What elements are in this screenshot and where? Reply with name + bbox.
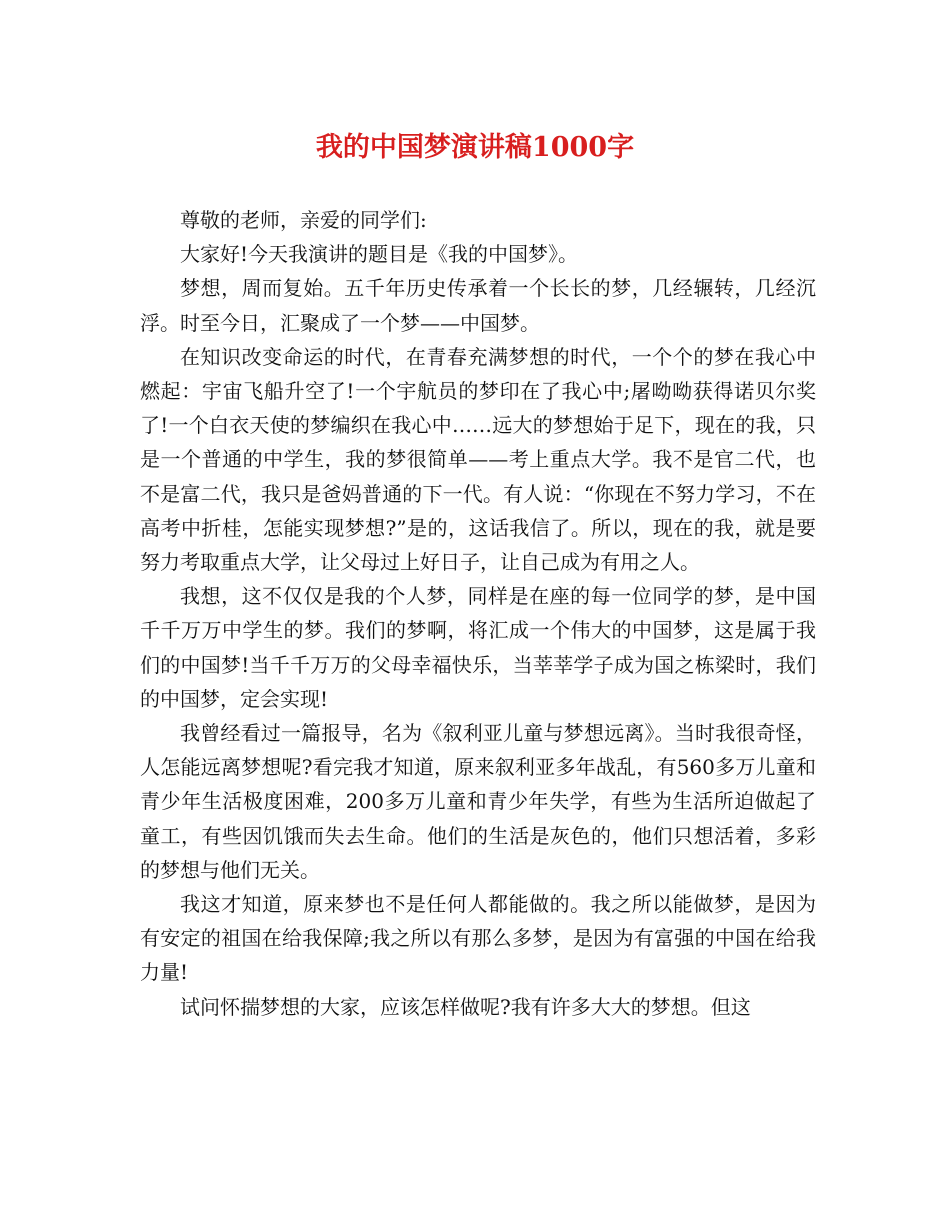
paragraph: 我这才知道，原来梦也不是任何人都能做的。我之所以能做梦，是因为有安定的祖国在给我保障;我之所以有那么多梦，是因为有富强的中国在给我力量! [140, 892, 816, 985]
paragraph: 试问怀揣梦想的大家，应该怎样做呢?我有许多大大的梦想。但这 [180, 994, 751, 1019]
paragraph: 梦想，周而复始。五千年历史传承着一个长长的梦，几经辗转，几经沉浮。时至今日，汇聚成了一个梦——中国梦。 [140, 276, 816, 335]
document-title: 我的中国梦演讲稿1000字 [315, 132, 635, 163]
paragraph: 在知识改变命运的时代，在青春充满梦想的时代，一个个的梦在我心中燃起：宇宙飞船升空了!一个宇航员的梦印在了我心中;屠呦呦获得诺贝尔奖了!一个白衣天使的梦编织在我心中……远大的梦想始于足下，现在的我，只是一个普通的中学生，我的梦很简单——考上重点大学。我不是官二代，也不是富二代，我只是爸妈普通的下一代。有人说：“你现在不努力学习，不在高考中折桂，怎能实现梦想?”是的，这话我信了。所以，现在的我，就是要努力考取重点大学，让父母过上好日子，让自己成为有用之人。 [140, 344, 816, 575]
paragraph-intro: 大家好!今天我演讲的题目是《我的中国梦》。 [180, 242, 579, 267]
document-body [140, 203, 816, 1024]
paragraph-greeting: 尊敬的老师，亲爱的同学们: [180, 208, 427, 232]
paragraph: 我曾经看过一篇报导，名为《叙利亚儿童与梦想远离》。当时我很奇怪，人怎能远离梦想呢?看完我才知道，原来叙利亚多年战乱，有560多万儿童和青少年生活极度困难，200多万儿童和青少年失学，有些为生活所迫做起了童工，有些因饥饿而失去生命。他们的生活是灰色的，他们只想活着，多彩的梦想与他们无关。 [140, 721, 816, 882]
paragraph: 我想，这不仅仅是我的个人梦，同样是在座的每一位同学的梦，是中国千千万万中学生的梦。我们的梦啊，将汇成一个伟大的中国梦，这是属于我们的中国梦!当千千万万的父母幸福快乐，当莘莘学子成为国之栋梁时，我们的中国梦，定会实现! [140, 584, 816, 711]
